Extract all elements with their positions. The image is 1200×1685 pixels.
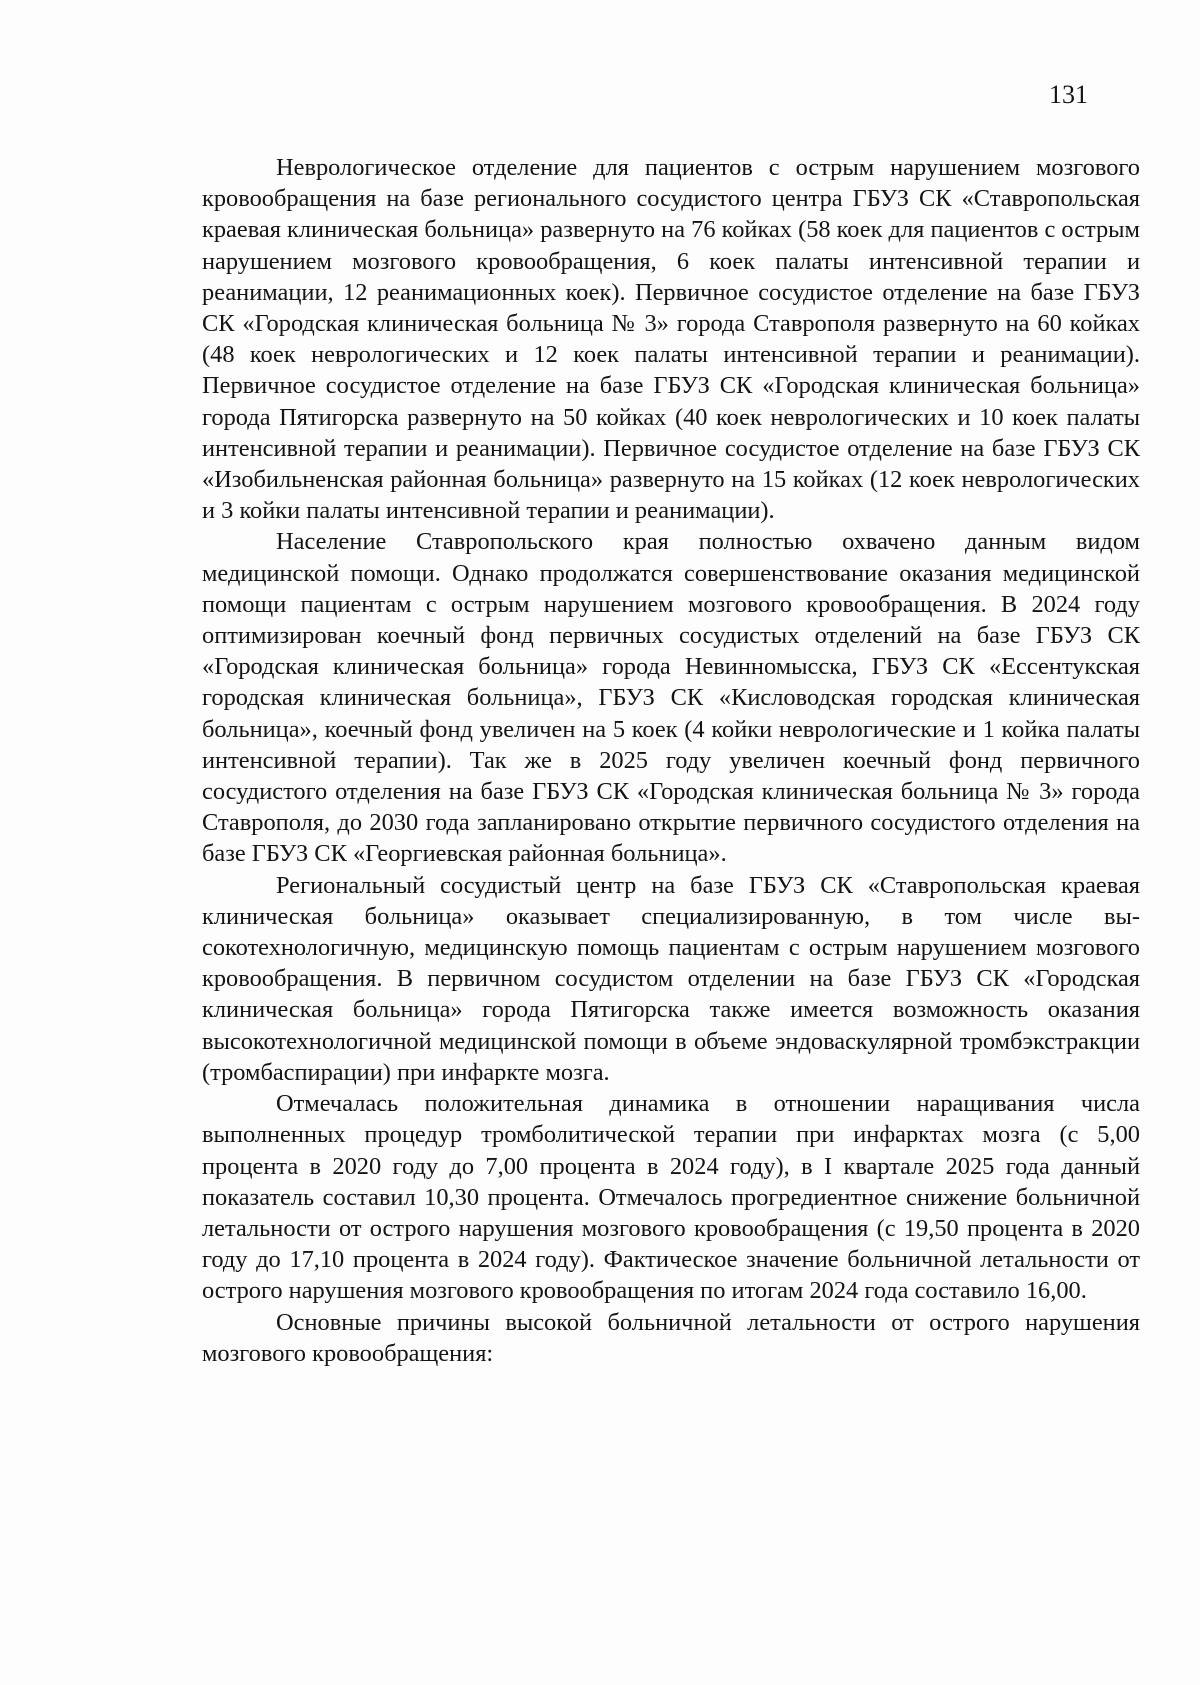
page-number: 131 [1049, 80, 1088, 109]
paragraph-regional-center: Региональный сосудистый центр на базе ГБУЗ СК «Ставропольская краевая клиническая больница» оказывает специализированную, в том числе высокотехнологичную, медицинскую помощь пациентам с острым нарушением мозгового кровообращения. В первичном сосудистом отделении на базе ГБУЗ СК «Городская клиническая больница» города Пятигорска также имеется возможность оказания высокотехнологичной медицинской помощи в объеме эндоваскулярной тромбэкстракции (тромбаспирации) при инфаркте мозга. [202, 871, 1140, 1086]
paragraph-thrombolysis-dynamics: Отмечалась положительная динамика в отношении наращивания числа выполненных процедур тромболитической терапии при инфарктах мозга (с 5,00 процента в 2020 году до 7,00 процента в 2024 году), в I квартале 2025 года данный показатель составил 10,30 процента. Отмечалось прогредиентное снижение больничной летальности от острого нарушения мозгового кровообращения (с 19,50 процента в 2020 году до 17,10 процента в 2024 году). Фактическое значение больничной летальности от острого нарушения мозгового кровообращения по итогам 2024 года составило 16,00. [202, 1090, 1140, 1305]
paragraph-population-coverage: Население Ставропольского края полностью охвачено данным видом медицинской помощи. Однако продолжатся совершенствование оказания медицинской помощи пациентам с острым нарушением мозгового кровообращения. В 2024 году оптимизирован коечный фонд первичных сосудистых отделений на базе ГБУЗ СК «Городская клиническая больница» города Невинномысска, ГБУЗ СК «Ессентукская городская клиническая больница», ГБУЗ СК «Кисловодская городская клиническая больница», коечный фонд увеличен на 5 коек (4 койки неврологические и 1 койка палаты интенсивной терапии). Так же в 2025 году увеличен коечный фонд первичного сосудистого отделения на базе ГБУЗ СК «Городская клиническая больница № 3» города Ставрополя, до 2030 года запланировано открытие первичного сосудистого отделения на базе ГБУЗ СК «Георгиевская районная больница». [202, 528, 1140, 868]
paragraph-vascular-departments: Неврологическое отделение для пациентов с острым нарушением мозгового кровообращения на базе регионального сосудистого центра ГБУЗ СК «Ставропольская краевая клиническая больница» развернуто на 76 койках (58 коек для пациентов с острым нарушением мозгового кровообращения, 6 коек палаты интенсивной терапии и реанимации, 12 реанимационных коек). Первичное сосудистое отделение на базе ГБУЗ СК «Городская клиническая больница № 3» города Ставрополя развернуто на 60 койках (48 коек неврологических и 12 коек палаты интенсивной терапии и реанимации). Первичное сосудистое отделение на базе ГБУЗ СК «Городская клиническая больница» города Пятигорска развернуто на 50 койках (40 коек неврологических и 10 коек палаты интенсивной терапии и реанимации). Первичное сосудистое отделение на базе ГБУЗ СК «Изобильненская районная больница» развернуто на 15 койках (12 коек неврологических и 3 койки палаты интенсивной терапии и реанимации). [202, 154, 1140, 525]
paragraph-mortality-causes: Основные причины высокой больничной летальности от острого нарушения мозгового кровообращения: [202, 1308, 1140, 1367]
document-body [202, 152, 1140, 1369]
